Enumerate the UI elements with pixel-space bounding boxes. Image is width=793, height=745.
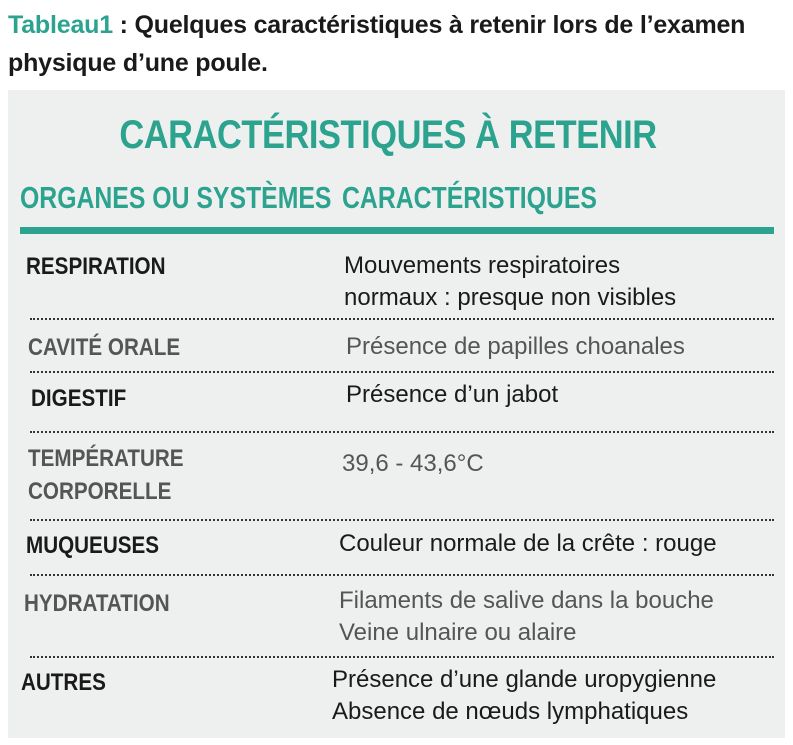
row-digestive-organ [31,382,126,415]
row-oral-cavity-organ [28,331,180,364]
description-line: Présence de papilles choanales [346,333,685,360]
column-header-organs: ORGANES OU SYSTÈMES [20,180,332,215]
row-mucosa-organ [26,529,159,562]
organ-label: CAVITÉ ORALE [28,334,181,361]
organ-label: AUTRES [21,669,106,696]
row-oral-cavity-description [346,331,685,363]
row-other-description [332,664,716,728]
row-digestive-description [346,379,558,411]
row-divider [30,656,774,658]
organ-label: HYDRATATION [24,590,170,617]
row-temperature-description [342,448,484,480]
description-line: Filaments de salive dans la bouche [339,587,714,614]
description-line: Absence de nœuds lymphatiques [332,698,689,725]
description-line: Mouvements respiratoires [344,252,621,279]
row-hydration-organ [24,587,170,620]
description-line: normaux : presque non visibles [344,284,677,311]
organ-label: DIGESTIF [31,385,127,412]
organ-label: TEMPÉRATURE [28,445,184,472]
organ-label: MUQUEUSES [26,532,160,559]
description-line: Présence d’un jabot [346,381,559,408]
row-mucosa-description [339,528,717,560]
row-hydration-description [339,585,714,649]
caption-label: Tableau1 [8,11,113,39]
row-divider [30,574,774,576]
description-line: Couleur normale de la crête : rouge [339,530,717,557]
caption-text: : Quelques caractéristiques à retenir lors de l’examen physique d’une poule. [8,11,746,77]
characteristics-panel [8,90,785,738]
row-divider [30,519,774,521]
row-divider [30,431,774,433]
table-caption [8,6,788,82]
column-header-characteristics: CARACTÉRISTIQUES [342,180,597,215]
row-other-organ [21,666,106,699]
description-line: Présence d’une glande uropygienne [332,666,717,693]
row-divider [30,318,774,320]
organ-label: RESPIRATION [26,253,166,280]
description-line: Veine ulnaire ou alaire [339,619,577,646]
organ-label: CORPORELLE [28,478,172,505]
panel-title: CARACTÉRISTIQUES À RETENIR [119,113,657,157]
row-respiration-organ [26,250,166,283]
row-respiration-description [344,250,676,314]
description-line: 39,6 - 43,6°C [342,450,484,477]
header-rule [20,227,774,234]
row-temperature-organ [28,442,184,508]
row-divider [30,371,774,373]
